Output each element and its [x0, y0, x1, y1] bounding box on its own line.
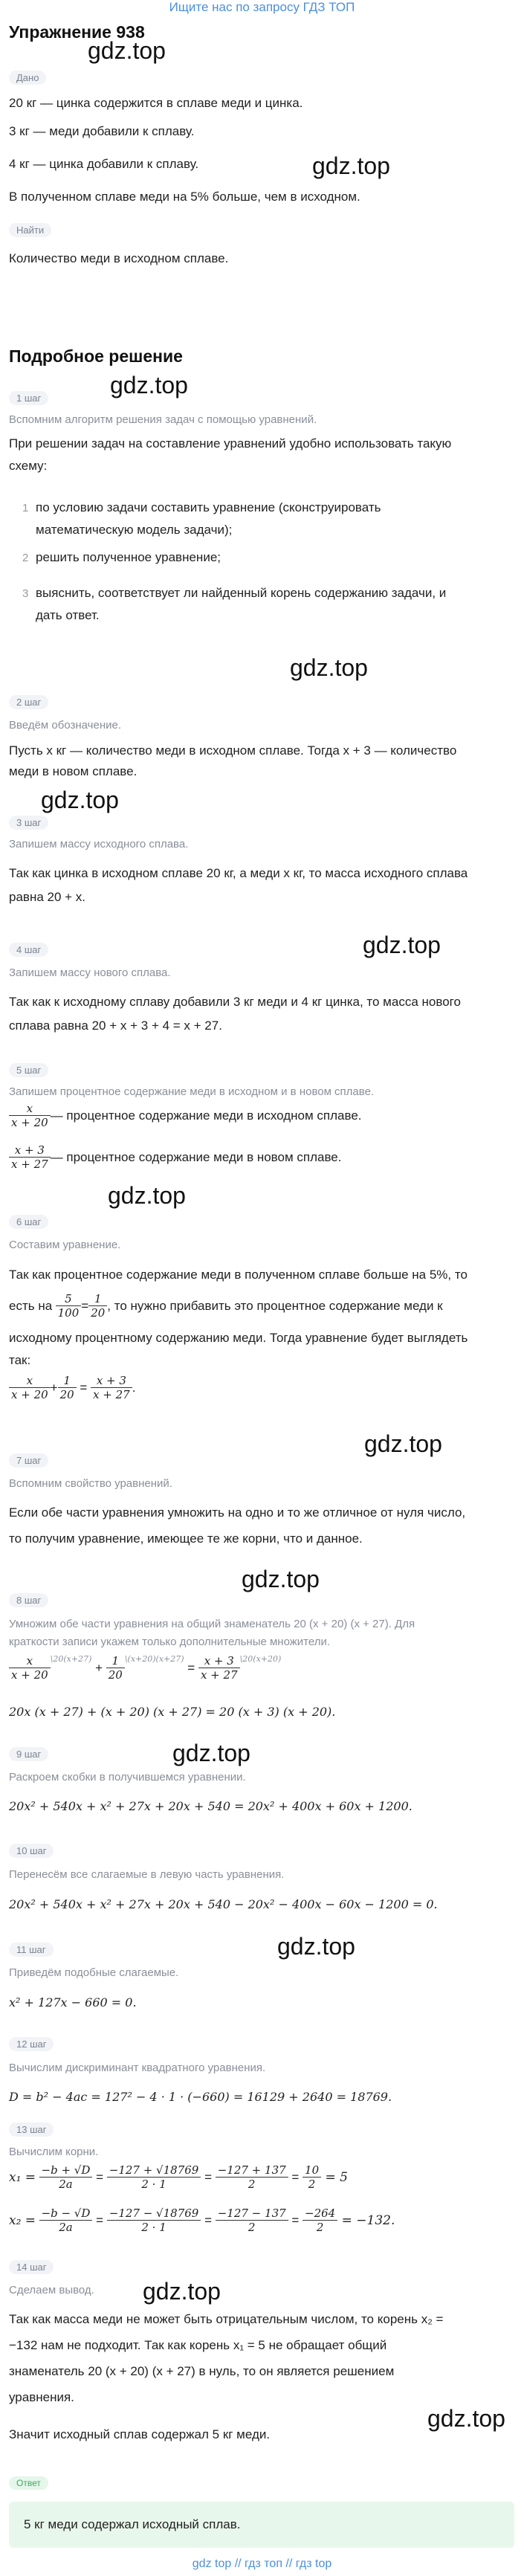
step-4-text: Так как к исходному сплаву добавили 3 кг меди и 4 кг цинка, то масса нового: [9, 995, 461, 1009]
step-8-hint: Умножим обе части уравнения на общий знаменатель 20 (x + 20) (x + 27). Для: [9, 1618, 415, 1630]
step-10-hint: Перенесём все слагаемые в левую часть уравнения.: [9, 1868, 285, 1881]
step-6-text: исходному процентному содержанию меди. Тогда уравнение будет выглядеть: [9, 1331, 468, 1345]
fraction: $\frac{x + 3}{x + 27}$: [91, 1374, 132, 1401]
step-11-equation: x² + 127x − 660 = 0.: [9, 1995, 137, 2010]
step-11-hint: Приведём подобные слагаемые.: [9, 1966, 179, 1979]
step-3-hint: Запишем массу исходного сплава.: [9, 838, 189, 850]
watermark: gdz.top: [427, 2405, 505, 2432]
step-13-label: 13 шаг: [9, 2123, 54, 2137]
watermark: gdz.top: [41, 787, 119, 813]
step-12-label: 12 шаг: [9, 2037, 54, 2051]
step-8-result: 20x (x + 27) + (x + 20) (x + 27) = 20 (x + 3) (x + 20).: [9, 1705, 336, 1719]
step-2-hint: Введём обозначение.: [9, 719, 122, 732]
page-title: Упражнение 938: [9, 22, 145, 42]
watermark: gdz.top: [290, 654, 368, 681]
step-1-hint: Вспомним алгоритм решения задач с помощью уравнений.: [9, 413, 317, 426]
step-7-label: 7 шаг: [9, 1453, 48, 1468]
fraction: $\frac{x}{x + 20}$: [9, 1654, 51, 1682]
fraction: $\frac{-b - √D}{2a}$: [39, 2207, 93, 2234]
list-item: решить полученное уравнение;: [36, 550, 221, 564]
step-14-text: Так как масса меди не может быть отрицательным числом, то корень x₂ =: [9, 2312, 444, 2326]
step-1-label: 1 шаг: [9, 391, 48, 405]
step-12-equation: D = b² − 4ac = 127² − 4 · 1 · (−660) = 16129 + 2640 = 18769.: [9, 2090, 392, 2104]
step-5-label: 5 шаг: [9, 1063, 48, 1077]
step-3-text: Так как цинка в исходном сплаве 20 кг, а меди x кг, то масса исходного сплава: [9, 866, 468, 880]
watermark: gdz.top: [277, 1933, 355, 1960]
step-1-text: При решении задач на составление уравнений удобно использовать такую: [9, 436, 452, 451]
step-13-root-1: x₁ = $\frac{-b + √D}{2a}$ = $\frac{-127 + √18769}{2 \cdot 1}$ = $\frac{-127 + 137}{2}$ = $\frac{10}{2}$ = 5: [9, 2163, 348, 2191]
list-number: 2: [22, 552, 29, 564]
step-6-text: так:: [9, 1353, 31, 1367]
watermark: gdz.top: [363, 932, 441, 958]
footer-links[interactable]: gdz top // гдз топ // гдз top: [192, 2557, 332, 2570]
find-tag: Найти: [9, 223, 51, 237]
step-7-hint: Вспомним свойство уравнений.: [9, 1477, 172, 1490]
step-8-label: 8 шаг: [9, 1593, 48, 1607]
step-2-text: меди в новом сплаве.: [9, 764, 138, 778]
fraction: $\frac{x + 3}{x + 27}$: [9, 1143, 51, 1171]
step-10-label: 10 шаг: [9, 1844, 54, 1858]
fraction: $\frac{10}{2}$: [303, 2163, 321, 2191]
list-item: выяснить, соответствует ли найденный корень содержанию задачи, и: [36, 586, 447, 600]
step-2-label: 2 шаг: [9, 695, 48, 709]
fraction: $\frac{x}{x + 20}$: [9, 1102, 51, 1129]
step-5-line-1: $\frac{x}{x + 20}$ — процентное содержание меди в исходном сплаве.: [9, 1102, 362, 1129]
step-8-hint: краткости записи укажем только дополнительные множители.: [9, 1636, 331, 1648]
watermark: gdz.top: [242, 1566, 320, 1592]
list-item: по условию задачи составить уравнение (сконструировать: [36, 500, 381, 514]
step-13-root-2: x₂ = $\frac{-b - √D}{2a}$ = $\frac{-127 - √18769}{2 \cdot 1}$ = $\frac{-127 - 137}{2}$ = $\frac{-264}{2}$ = −132.: [9, 2207, 395, 2234]
fraction: $\frac{-127 + √18769}{2 \cdot 1}$: [107, 2163, 201, 2191]
step-4-text: сплава равна 20 + x + 3 + 4 = x + 27.: [9, 1019, 222, 1033]
step-9-label: 9 шаг: [9, 1747, 48, 1761]
fraction: $\frac{x + 3}{x + 27}$: [198, 1654, 240, 1682]
step-4-hint: Запишем массу нового сплава.: [9, 966, 171, 979]
fraction: $\frac{-127 - 137}{2}$: [216, 2207, 288, 2234]
step-12-hint: Вычислим дискриминант квадратного уравнения.: [9, 2062, 266, 2074]
fraction: $\frac{1}{20}$: [106, 1654, 125, 1682]
list-number: 3: [22, 587, 29, 600]
fraction: $\frac{-127 - √18769}{2 \cdot 1}$: [107, 2207, 201, 2234]
solution-title: Подробное решение: [9, 346, 183, 366]
list-item: дать ответ.: [36, 608, 100, 622]
step-3-label: 3 шаг: [9, 816, 48, 830]
fraction: $\frac{-b + √D}{2a}$: [39, 2163, 93, 2191]
watermark: gdz.top: [172, 1740, 250, 1766]
step-14-text: −132 нам не подходит. Так как корень x₁ = 5 не обращает общий: [9, 2338, 387, 2352]
list-item: математическую модель задачи);: [36, 523, 233, 537]
step-14-text: знаменатель 20 (x + 20) (x + 27) в нуль, то он является решением: [9, 2364, 395, 2378]
fraction: $\frac{-127 + 137}{2}$: [216, 2163, 288, 2191]
answer-box: [9, 2502, 514, 2548]
fraction: $\frac{-264}{2}$: [303, 2207, 337, 2234]
fraction: $\frac{x}{x + 20}$: [9, 1374, 51, 1401]
answer-tag: Ответ: [9, 2476, 48, 2490]
top-search-link[interactable]: Ищите нас по запросу ГДЗ ТОП: [169, 0, 355, 14]
step-14-hint: Сделаем вывод.: [9, 2284, 94, 2296]
step-6-text: Так как процентное содержание меди в полученном сплаве больше на 5%, то: [9, 1268, 468, 1282]
given-line-4: В полученном сплаве меди на 5% больше, чем в исходном.: [9, 190, 360, 204]
given-line-1: 20 кг — цинка содержится в сплаве меди и цинка.: [9, 96, 303, 110]
watermark: gdz.top: [364, 1430, 442, 1457]
watermark: gdz.top: [88, 37, 166, 64]
step-8-equation: $\frac{x}{x + 20}$ \20(x+27) + $\frac{1}{20}$ \(x+20)(x+27) = $\frac{x + 3}{x + 27}$ \20(x+20): [9, 1654, 281, 1682]
step-14-conclusion: Значит исходный сплав содержал 5 кг меди.: [9, 2427, 271, 2441]
step-2-text: Пусть x кг — количество меди в исходном сплаве. Тогда x + 3 — количество: [9, 743, 457, 758]
step-6-line-2: есть на $\frac{5}{100}$ = $\frac{1}{20}$ , то нужно прибавить это процентное содержание меди к: [9, 1292, 443, 1320]
find-text: Количество меди в исходном сплаве.: [9, 251, 229, 265]
fraction: $\frac{1}{20}$: [58, 1374, 77, 1401]
step-14-text: уравнения.: [9, 2390, 74, 2404]
step-14-label: 14 шаг: [9, 2260, 54, 2274]
list-number: 1: [22, 502, 29, 514]
fraction: $\frac{1}{20}$: [88, 1292, 107, 1320]
step-9-hint: Раскроем скобки в получившемся уравнении.: [9, 1771, 246, 1783]
step-9-equation: 20x² + 540x + x² + 27x + 20x + 540 = 20x² + 400x + 60x + 1200.: [9, 1799, 413, 1813]
step-6-equation: $\frac{x}{x + 20}$ + $\frac{1}{20}$ = $\frac{x + 3}{x + 27}$ .: [9, 1374, 135, 1401]
watermark: gdz.top: [110, 372, 188, 398]
given-line-2: 3 кг — меди добавили к сплаву.: [9, 124, 195, 138]
step-10-equation: 20x² + 540x + x² + 27x + 20x + 540 − 20x² − 400x − 60x − 1200 = 0.: [9, 1897, 438, 1911]
step-5-line-2: $\frac{x + 3}{x + 27}$ — процентное содержание меди в новом сплаве.: [9, 1143, 342, 1171]
step-4-label: 4 шаг: [9, 943, 48, 957]
watermark: gdz.top: [312, 152, 390, 179]
step-6-label: 6 шаг: [9, 1215, 48, 1229]
answer-text: 5 кг меди содержал исходный сплав.: [24, 2517, 241, 2531]
watermark: gdz.top: [108, 1182, 186, 1209]
given-tag: Дано: [9, 71, 46, 85]
given-line-3: 4 кг — цинка добавили к сплаву.: [9, 157, 199, 171]
step-7-text: Если обе части уравнения умножить на одно и то же отличное от нуля число,: [9, 1505, 466, 1520]
step-13-hint: Вычислим корни.: [9, 2146, 99, 2158]
watermark: gdz.top: [143, 2278, 221, 2305]
step-1-text: схему:: [9, 459, 48, 473]
step-6-hint: Составим уравнение.: [9, 1239, 121, 1251]
step-11-label: 11 шаг: [9, 1943, 54, 1957]
step-5-hint: Запишем процентное содержание меди в исходном и в новом сплаве.: [9, 1085, 375, 1098]
step-3-text: равна 20 + x.: [9, 890, 86, 904]
fraction: $\frac{5}{100}$: [56, 1292, 82, 1320]
step-7-text: то получим уравнение, имеющее те же корни, что и данное.: [9, 1531, 363, 1546]
